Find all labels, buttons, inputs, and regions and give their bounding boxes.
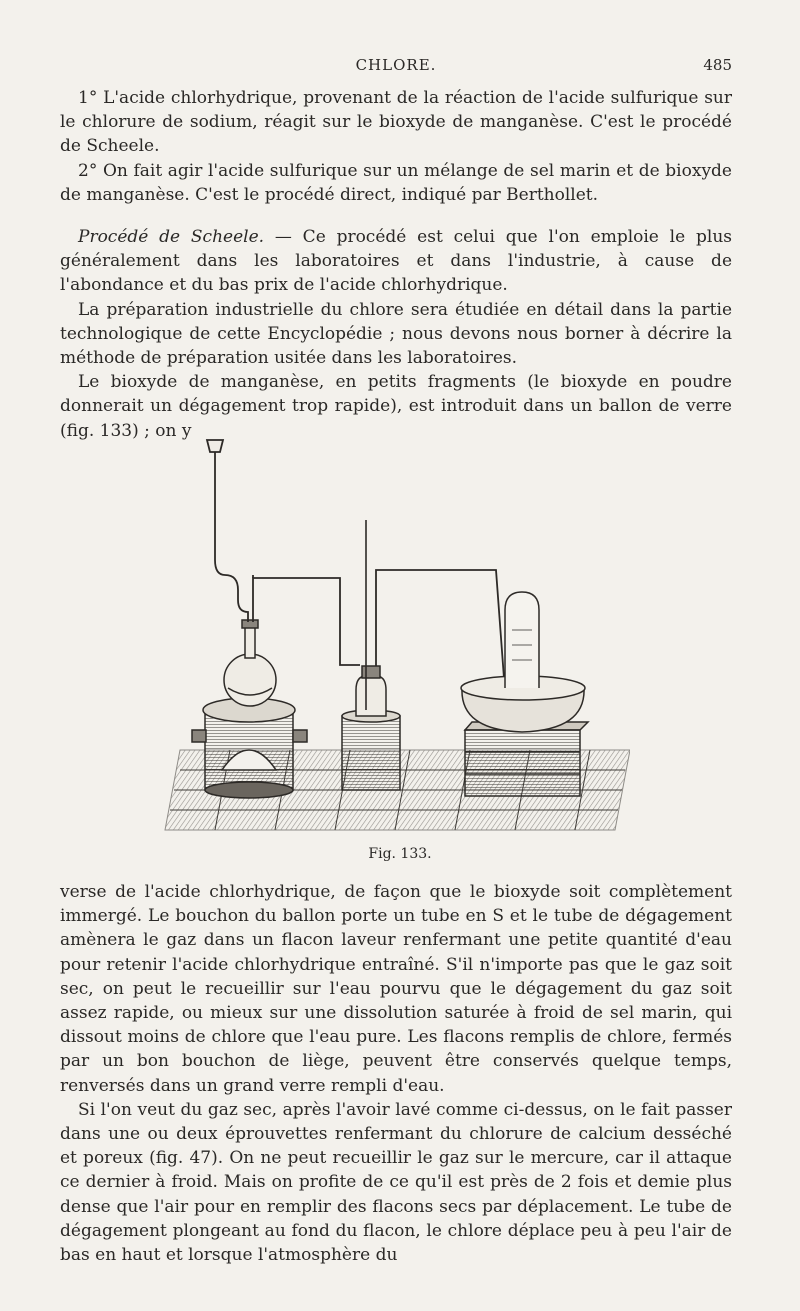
paragraph: La préparation industrielle du chlore sera étudiée en détail dans la partie technologique de cette Encyclopédie ; nous devons nous borner à décrire la méthode de préparation usitée dans les laboratoires. [60,299,732,369]
paragraph-scheele [60,225,732,298]
collecting-jar [505,592,539,688]
furnace [192,698,307,798]
delivery-tube [253,575,360,665]
pneumatic-trough [461,676,588,796]
glass-flask [224,620,276,706]
page-number: 485 [703,56,732,74]
chapter-title: CHLORE. [355,56,437,74]
section-heading: Procédé de Scheele. [78,227,265,248]
paragraph: verse de l'acide chlorhydrique, de façon que le bioxyde soit complètement immergé. Le bouchon du ballon porte un tube en S et le tube de dégagement amènera le gaz dans un flacon laveur renfermant une petite quantité d'eau pour retenir l'acide chlorhydrique entraîné. S'il n'importe pas que le gaz soit sec, on peut le recueillir sur l'eau pourvu que le dégagement du gaz soit assez rapide, ou mieux sur une dissolution saturée à froid de sel marin, qui dissout moins de chlore que l'eau pure. Les flacons remplis de chlore, fermés par un bon bouchon de liège, peuvent être conservés quelque temps, renversés dans un grand verre rempli d'eau. [60,882,732,1096]
figure-apparatus [160,430,630,850]
paragraph: 2° On fait agir l'acide sulfurique sur un mélange de sel marin et de bioxyde de manganèse. C'est le procédé direct, indiqué par Berthollet. [60,160,732,205]
text-block-top [60,86,732,443]
s-tube [207,440,248,622]
paragraph: Si l'on veut du gaz sec, après l'avoir lavé comme ci-dessus, on le fait passer dans une ou deux éprouvettes renfermant du chlorure de calcium desséché et poreux (fig. 47). On ne peut recueillir le gaz sur le mercure, car il attaque ce dernier à froid. Mais on profite de ce qu'il est près de 2 fois et demie plus dense que l'air pour en remplir des flacons secs par déplacement. Le tube de dégagement plongeant au fond du flacon, le chlore déplace peu à peu l'air de bas en haut et lorsque l'atmosphère du [60,1099,732,1266]
paragraph: Le bioxyde de manganèse, en petits fragments (le bioxyde en poudre donnerait un dégagement trop rapide), est introduit dans un ballon de verre (fig. 133) ; on y [60,372,732,441]
figure-caption: Fig. 133. [368,846,432,862]
paragraph: 1° L'acide chlorhydrique, provenant de la réaction de l'acide sulfurique sur le chlorure de sodium, réagit sur le bioxyde de manganèse. C'est le procédé de Scheele. [60,88,732,157]
running-head [60,56,732,80]
paragraph-text: — Ce procédé est celui que l'on emploie le plus généralement dans les laboratoires et dans l'industrie, à cause de l'abondance et du bas prix de l'acide chlorhydrique. [60,227,732,296]
text-block-bottom [60,880,732,1267]
apparatus-illustration [160,430,630,840]
